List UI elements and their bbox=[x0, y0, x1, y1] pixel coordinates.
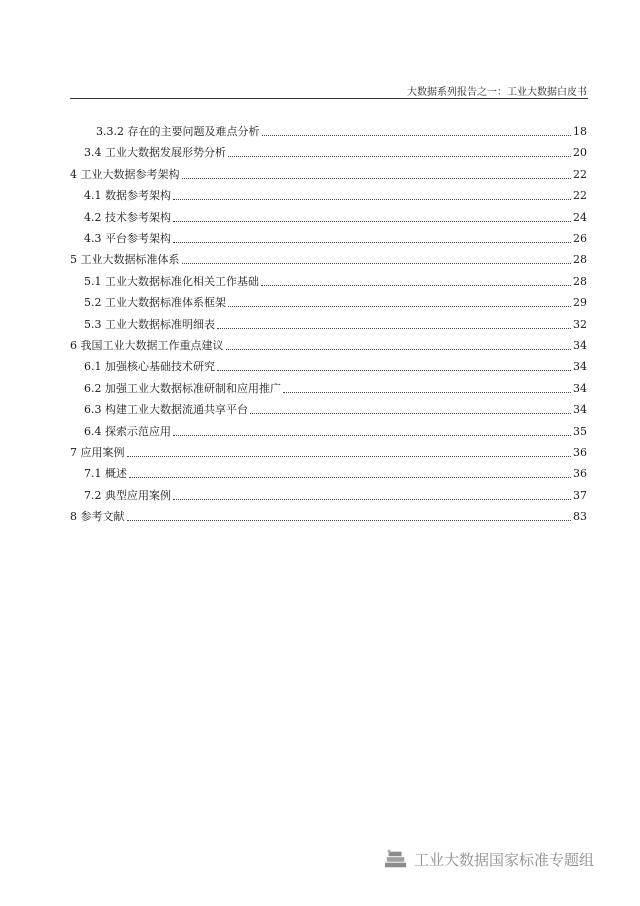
toc-entry-page: 37 bbox=[573, 489, 587, 502]
toc-entry[interactable] bbox=[84, 290, 587, 310]
toc-entry[interactable] bbox=[84, 226, 587, 246]
toc-entry-page: 28 bbox=[573, 253, 587, 266]
book-stack-icon bbox=[384, 848, 408, 870]
toc-dot-leader bbox=[226, 349, 572, 350]
toc-entry[interactable] bbox=[84, 312, 587, 332]
toc-dot-leader bbox=[127, 456, 572, 457]
toc-entry-page: 26 bbox=[573, 232, 587, 245]
toc-entry-title: 5.3 工业大数据标准明细表 bbox=[84, 318, 215, 331]
toc-entry-page: 34 bbox=[573, 382, 587, 395]
toc-entry-title: 7 应用案例 bbox=[70, 446, 125, 459]
toc-dot-leader bbox=[182, 178, 572, 179]
header-rule bbox=[70, 98, 588, 99]
toc-entry[interactable] bbox=[84, 183, 587, 203]
toc-entry-page: 20 bbox=[573, 146, 587, 159]
toc-entry-title: 6.3 构建工业大数据流通共享平台 bbox=[84, 403, 248, 416]
toc-entry-title: 6 我国工业大数据工作重点建议 bbox=[70, 339, 224, 352]
toc-entry[interactable] bbox=[70, 162, 587, 182]
toc-entry-title: 6.4 探索示范应用 bbox=[84, 425, 171, 438]
toc-entry[interactable] bbox=[84, 483, 587, 503]
toc-dot-leader bbox=[217, 328, 571, 329]
toc-entry-title: 8 参考文献 bbox=[70, 510, 125, 523]
toc-dot-leader bbox=[217, 370, 571, 371]
toc-entry[interactable] bbox=[84, 461, 587, 481]
toc-dot-leader bbox=[261, 285, 571, 286]
toc-dot-leader bbox=[283, 392, 571, 393]
toc-dot-leader bbox=[250, 413, 571, 414]
toc-dot-leader bbox=[173, 499, 571, 500]
toc-entry-page: 28 bbox=[573, 275, 587, 288]
toc-entry-page: 24 bbox=[573, 211, 587, 224]
toc-entry-page: 22 bbox=[573, 168, 587, 181]
toc-dot-leader bbox=[173, 435, 571, 436]
toc-entry-title: 4.2 技术参考架构 bbox=[84, 211, 171, 224]
toc-entry-page: 22 bbox=[573, 189, 587, 202]
toc-dot-leader bbox=[228, 306, 571, 307]
toc-entry-title: 4.3 平台参考架构 bbox=[84, 232, 171, 245]
toc-entry-page: 34 bbox=[573, 339, 587, 352]
toc-entry[interactable] bbox=[70, 440, 587, 460]
toc-dot-leader bbox=[262, 135, 572, 136]
toc-entry-title: 7.2 典型应用案例 bbox=[84, 489, 171, 502]
toc-entry[interactable] bbox=[84, 140, 587, 160]
footer-logo bbox=[384, 846, 594, 872]
toc-entry-page: 83 bbox=[573, 510, 587, 523]
toc-entry-page: 32 bbox=[573, 318, 587, 331]
toc-entry-title: 7.1 概述 bbox=[84, 467, 127, 480]
toc-entry-title: 4.1 数据参考架构 bbox=[84, 189, 171, 202]
toc-dot-leader bbox=[129, 477, 571, 478]
toc-entry-title: 5.1 工业大数据标准化相关工作基础 bbox=[84, 275, 259, 288]
toc-entry-title: 5 工业大数据标准体系 bbox=[70, 253, 180, 266]
toc-entry-page: 36 bbox=[573, 467, 587, 480]
toc-entry[interactable] bbox=[84, 354, 587, 374]
toc-entry[interactable] bbox=[96, 119, 587, 139]
toc-entry-page: 34 bbox=[573, 403, 587, 416]
running-header: 大数据系列报告之一：工业大数据白皮书 bbox=[407, 87, 587, 98]
toc-entry-title: 6.1 加强核心基础技术研究 bbox=[84, 360, 215, 373]
toc-entry-title: 6.2 加强工业大数据标准研制和应用推广 bbox=[84, 382, 281, 395]
toc-entry-page: 35 bbox=[573, 425, 587, 438]
toc-entry-page: 18 bbox=[573, 125, 587, 138]
toc-entry[interactable] bbox=[84, 397, 587, 417]
toc-entry-title: 3.4 工业大数据发展形势分析 bbox=[84, 146, 226, 159]
toc-entry-title: 3.3.2 存在的主要问题及难点分析 bbox=[96, 125, 260, 138]
organization-name: 工业大数据国家标准专题组 bbox=[413, 850, 594, 869]
toc-dot-leader bbox=[127, 520, 572, 521]
toc-entry[interactable] bbox=[70, 247, 587, 267]
toc-entry[interactable] bbox=[70, 504, 587, 524]
toc-entry-page: 36 bbox=[573, 446, 587, 459]
toc-dot-leader bbox=[173, 199, 571, 200]
toc-dot-leader bbox=[182, 263, 572, 264]
toc-entry[interactable] bbox=[70, 333, 587, 353]
toc-entry[interactable] bbox=[84, 419, 587, 439]
toc-dot-leader bbox=[173, 242, 571, 243]
toc-entry-title: 5.2 工业大数据标准体系框架 bbox=[84, 296, 226, 309]
toc-dot-leader bbox=[173, 221, 571, 222]
toc-entry[interactable] bbox=[84, 205, 587, 225]
toc-entry[interactable] bbox=[84, 376, 587, 396]
toc-entry-page: 34 bbox=[573, 360, 587, 373]
toc-entry[interactable] bbox=[84, 269, 587, 289]
toc-entry-title: 4 工业大数据参考架构 bbox=[70, 168, 180, 181]
toc-entry-page: 29 bbox=[573, 296, 587, 309]
toc-dot-leader bbox=[228, 156, 571, 157]
